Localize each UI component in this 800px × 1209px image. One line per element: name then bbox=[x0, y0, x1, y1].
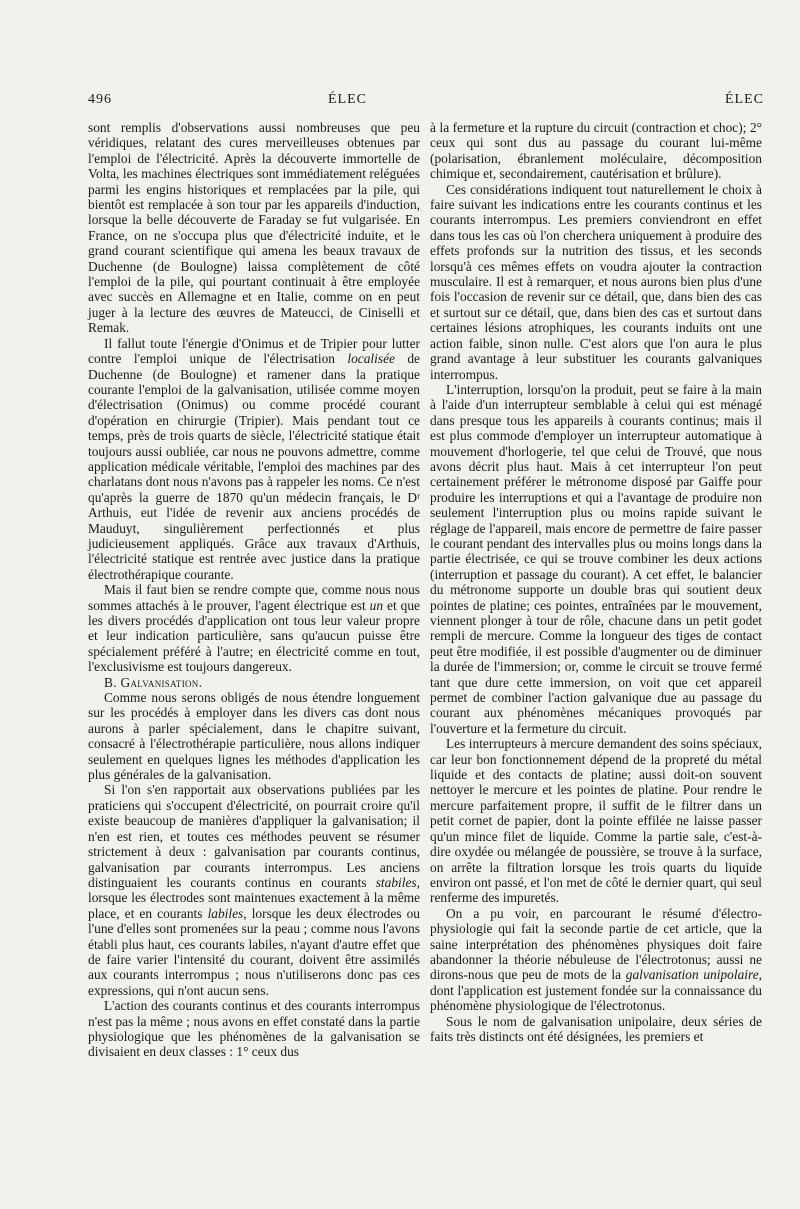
paragraph: Si l'on s'en rapportait aux observations publiées par les praticiens qui s'occupent d'électricité, on pourrait croire qu'il existe beaucoup de manières d'appliquer la galvanisation; il n'en est rien, et toutes ces méthodes peuvent se résumer strictement à deux : galvanisation par courants continus, galvanisation par courants interrompus. Les anciens distinguaient les courants continus en courants stabiles, lorsque les électrodes sont maintenues exactement à la même place, et en courants labiles, lorsque les deux électrodes ou l'une d'elles sont promenées sur la peau ; comme nous l'avons établi plus haut, ces courants labiles, n'ayant d'autre effet que de faire varier l'intensité du courant, doivent être assimilés aux courants interrompus ; nous n'utiliserons donc pas ces expressions, qui n'ont aucun sens. bbox=[88, 782, 420, 998]
paragraph: L'interruption, lorsqu'on la produit, peut se faire à la main à l'aide d'un interrupteur semblable à celui qui est ménagé dans presque tous les appareils à courants continus; mais il est plus commode d'employer un interrupteur automatique à mouvement d'horlogerie, tel que celui de Trouvé, que nous avons décrit plus haut. Mais à cet interrupteur l'on peut certainement préférer le métronome disposé par Gaiffe pour produire les interruptions et qui a l'avantage de produire non seulement l'interruption plus ou moins rapide suivant le réglage de l'appareil, mais encore de permettre de faire passer le courant pendant des intervalles plus ou moins longs dans la partie électrisée, ce qui se trouve combiner les deux actions (interruption et passage du courant). A cet effet, le balancier du métronome supporte un double bras qui soutient deux pointes de platine; ces pointes, entraînées par le mouvement, viennent plonger à tour de rôle, chacune dans un petit godet rempli de mercure. Comme la longueur des tiges de contact peut être modifiée, il est possible d'augmenter ou de diminuer la durée de l'immersion; or, comme le circuit se trouve fermé tant que dure cette immersion, on voit que cet appareil permet de combiner l'action galvanique due au passage du courant aux phénomènes mécaniques provoqués par l'ouverture et la fermeture du circuit. bbox=[430, 381, 762, 736]
page-number: 496 bbox=[88, 92, 112, 107]
paragraph: On a pu voir, en parcourant le résumé d'électro-physiologie qui fait la seconde partie de cet article, que la saine interprétation des phénomènes physiques doit faire abandonner la théorie nébuleuse de l'électrotonus; aussi ne dirons-nous que peu de mots de la galvanisation unipolaire, dont l'application est justement fondée sur la connaissance du phénomène physiologique de l'électrotonus. bbox=[430, 905, 763, 1014]
running-title-left: ÉLEC bbox=[328, 92, 367, 107]
paragraph: sont remplis d'observations aussi nombreuses que peu véridiques, relatant des cures merveilleuses obtenues par l'emploi de l'électricité. Après la découverte immortelle de Volta, les machines électriques sont immédiatement reléguées parmi les engins historiques et remplacées par la pile, qui bientôt est remplacée à son tour par les appareils d'induction, lorsque la belle découverte de Faraday se fut vulgarisée. En France, on ne s'occupa plus que d'électricité induite, et le grand courant scientifique qui amena les beaux travaux de Duchenne (de Boulogne) laissa complètement de côté l'emploi de la pile, qui pourtant continuait à être employée avec succès en Allemagne et en Italie, comme on en peut juger à la lecture des œuvres de Mateucci, de Ciniselli et Remak. bbox=[88, 120, 420, 336]
right-column bbox=[430, 120, 762, 1044]
section-heading: B. Galvanisation. bbox=[104, 674, 203, 690]
paragraph: Il fallut toute l'énergie d'Onimus et de Tripier pour lutter contre l'emploi unique de l'électrisation localisée de Duchenne (de Boulogne) et ramener dans la pratique courante l'emploi de la galvanisation, utilisée comme moyen d'électrisation (Onimus) ou comme procédé courant d'opération en chirurgie (Tripier). Mais pendant tout ce temps, près de trois quarts de siècle, l'électricité statique était toujours aussi oubliée, car nous ne pouvons admettre, comme application médicale véritable, l'emploi des machines par des charlatans dont nous n'avons pas à rappeler les noms. Ce n'est qu'après la guerre de 1870 qu'un médecin français, le Dʳ Arthuis, eut l'idée de revenir aux anciens procédés de Mauduyt, singulièrement perfectionnés et plus judicieusement appliqués. Grâce aux travaux d'Arthuis, l'électricité statique est rentrée avec justice dans la pratique électrothérapique courante. bbox=[88, 335, 420, 582]
paragraph: Mais il faut bien se rendre compte que, comme nous nous sommes attachés à le prouver, l'agent électrique est un et que les divers procédés d'application ont tous leur valeur propre et leur indication particulière, sans qu'aucun puisse être spécialement préféré à l'autre; en électricité comme en tout, l'exclusivisme est toujours dangereux. bbox=[88, 582, 420, 675]
running-title-right: ÉLEC bbox=[725, 92, 764, 107]
paragraph: Comme nous serons obligés de nous étendre longuement sur les procédés à employer dans les divers cas dont nous aurons à parler spécialement, dans le chapitre suivant, consacré à l'électrothérapie particulière, nous allons indiquer seulement en quelques lignes les méthodes d'application les plus générales de la galvanisation. bbox=[88, 690, 420, 783]
paragraph: Sous le nom de galvanisation unipolaire, deux séries de faits très distincts ont été désignées, les premiers et bbox=[430, 1013, 762, 1044]
left-column bbox=[88, 120, 420, 1060]
paragraph: L'action des courants continus et des courants interrompus n'est pas la même ; nous avons en effet constaté dans la partie physiologique que les phénomènes de la galvanisation se divisaient en deux classes : 1° ceux dus bbox=[88, 998, 420, 1060]
paragraph: Les interrupteurs à mercure demandent des soins spéciaux, car leur bon fonctionnement dépend de la propreté du métal liquide et des contacts de platine; aussi doit-on souvent nettoyer le mercure et les pointes de platine. Pour rendre le mercure parfaitement propre, il suffit de le filtrer dans un petit cornet de papier, dont la pointe effilée ne laisse passer qu'un mince filet de liquide. Comme la partie sale, c'est-à-dire oxydée ou mélangée de poussière, se trouve à la surface, on arrête la filtration lorsque les trois quarts du liquide environ ont passé, et l'on met de côté le dernier quart, qui seul renferme des impuretés. bbox=[430, 736, 762, 906]
running-header bbox=[88, 92, 764, 112]
paragraph: Ces considérations indiquent tout naturellement le choix à faire suivant les indications entre les courants continus et les courants interrompus. Les premiers conviendront en effet dans tous les cas où l'on cherchera uniquement à produire des effets profonds sur la nutrition des tissus, et les seconds lorsqu'à ces mêmes effets on voudra ajouter la contraction musculaire. Il est à remarquer, et nous aurons bien plus d'une fois l'occasion de revenir sur ce détail, que, dans bien des cas et surtout sur ce détail, que, dans bien des cas et surtout dans certaines lésions atrophiques, les courants induits ont une action faible, sinon nulle. C'est alors que l'on aura le plus grand avantage à leur substituer les courants galvaniques interrompus. bbox=[430, 181, 762, 382]
paragraph: à la fermeture et la rupture du circuit (contraction et choc); 2° ceux qui sont dus au passage du courant lui-même (polarisation, ébranlement moléculaire, décomposition chimique et, secondairement, cautérisation et brûlure). bbox=[430, 120, 762, 182]
